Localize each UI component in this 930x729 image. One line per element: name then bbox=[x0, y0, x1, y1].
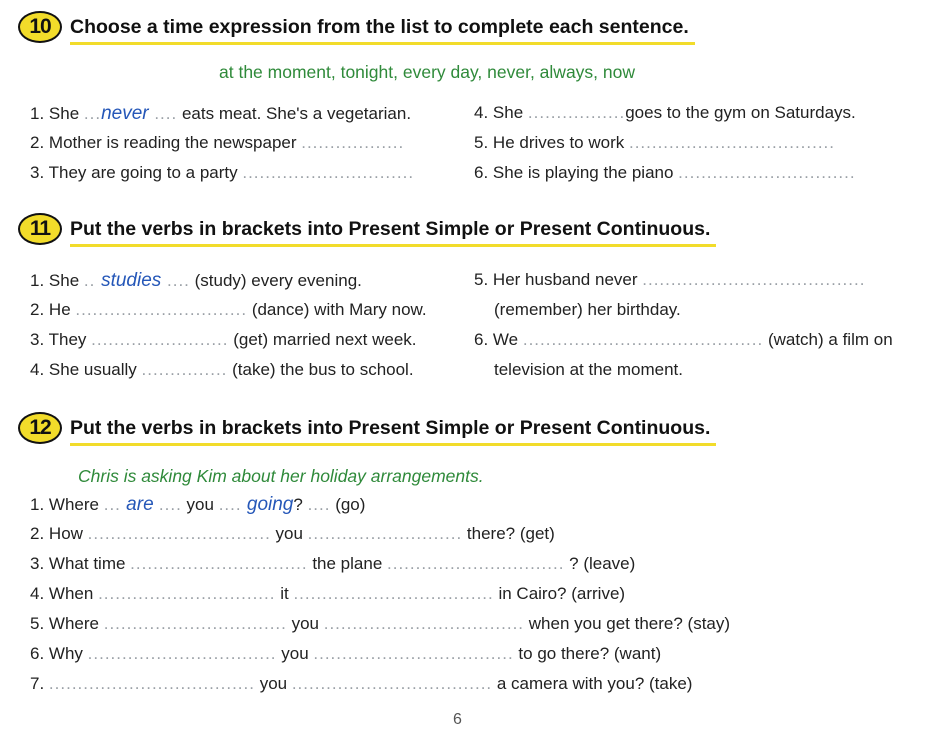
sentence-text: She bbox=[48, 271, 84, 290]
item-number: 2. bbox=[30, 133, 45, 152]
blank-dots: ............... bbox=[141, 360, 228, 379]
item-number: 1. bbox=[30, 271, 45, 290]
blank-dots: ............................... bbox=[387, 554, 565, 573]
sentence-text: They are going to a party bbox=[48, 163, 243, 182]
sentence-text: Why bbox=[48, 644, 88, 663]
blank-dots: ................................. bbox=[87, 644, 277, 663]
item-number: 5. bbox=[30, 614, 45, 633]
handwritten-answer: are bbox=[120, 494, 159, 515]
blank-dots: ........................ bbox=[91, 330, 229, 349]
item-number: 2. bbox=[30, 524, 45, 543]
title-underline bbox=[70, 443, 716, 446]
blank-dots: .................................... bbox=[48, 674, 255, 693]
item-number: 3. bbox=[30, 554, 45, 573]
exercise-title: Choose a time expression from the list to complete each sentence. bbox=[70, 15, 689, 38]
sentence-text: goes to the gym on Saturdays. bbox=[625, 103, 856, 122]
word-list: at the moment, tonight, every day, never, always, now bbox=[219, 62, 636, 82]
exercise-number-badge: 12 bbox=[18, 412, 62, 444]
item-number: 5. bbox=[474, 133, 489, 152]
blank-dots: ... bbox=[103, 495, 121, 514]
dialogue-line bbox=[30, 554, 635, 574]
sentence-text: there? (get) bbox=[462, 524, 555, 543]
item-number: 4. bbox=[474, 103, 489, 122]
sentence-text: to go there? (want) bbox=[513, 644, 662, 663]
exercise-number-badge: 10 bbox=[18, 11, 62, 43]
sentence-text: ? bbox=[293, 495, 308, 514]
exercise-number-badge: 11 bbox=[18, 213, 62, 245]
sentence-text: (watch) a film on bbox=[763, 330, 893, 349]
blank-dots: .... bbox=[161, 271, 190, 290]
sentence-text: you bbox=[254, 674, 292, 693]
sentence-text: She bbox=[492, 103, 528, 122]
sentence-line bbox=[474, 270, 865, 290]
blank-dots: .... bbox=[307, 495, 331, 514]
dialogue-line bbox=[30, 614, 730, 634]
item-number: 1. bbox=[30, 104, 45, 123]
item-number: 7. bbox=[30, 674, 45, 693]
blank-dots: ................................ bbox=[103, 614, 287, 633]
exercise-11-header bbox=[18, 212, 710, 246]
blank-dots: .............................. bbox=[75, 300, 248, 319]
blank-dots: ................................... bbox=[313, 644, 514, 663]
sentence-text: When bbox=[48, 584, 99, 603]
item-number: 3. bbox=[30, 330, 45, 349]
sentence-text: you bbox=[181, 495, 219, 514]
sentence-text: eats meat. She's a vegetarian. bbox=[177, 104, 412, 123]
exercise-10-header bbox=[18, 10, 689, 44]
item-number: 6. bbox=[474, 163, 489, 182]
sentence-line bbox=[494, 360, 683, 380]
blank-dots: ... bbox=[83, 104, 102, 123]
dialogue-line bbox=[30, 674, 692, 694]
blank-dots: ........................... bbox=[307, 524, 463, 543]
sentence-line bbox=[474, 103, 856, 123]
blank-dots: ................................... bbox=[291, 674, 493, 693]
blank-dots: .............................. bbox=[242, 163, 415, 182]
sentence-text: television at the moment. bbox=[494, 360, 683, 379]
item-number: 4. bbox=[30, 584, 45, 603]
sentence-text: (study) every evening. bbox=[189, 271, 362, 290]
sentence-text: How bbox=[48, 524, 88, 543]
sentence-text: ? (leave) bbox=[564, 554, 636, 573]
handwritten-answer: going bbox=[241, 494, 294, 515]
handwritten-answer: studies bbox=[101, 270, 162, 291]
title-underline bbox=[70, 42, 695, 45]
sentence-text: (dance) with Mary now. bbox=[247, 300, 427, 319]
blank-dots: .................................... bbox=[628, 133, 836, 152]
sentence-text: you bbox=[276, 644, 314, 663]
item-number: 6. bbox=[30, 644, 45, 663]
item-number: 4. bbox=[30, 360, 45, 379]
sentence-text: a camera with you? (take) bbox=[492, 674, 693, 693]
sentence-text: (remember) her birthday. bbox=[494, 300, 681, 319]
item-number: 5. bbox=[474, 270, 489, 289]
sentence-text: Where bbox=[48, 495, 104, 514]
exercise-subtitle: Chris is asking Kim about her holiday arrangements. bbox=[78, 466, 484, 486]
sentence-text: the plane bbox=[307, 554, 387, 573]
dialogue-line bbox=[30, 644, 661, 664]
sentence-line bbox=[474, 163, 856, 183]
sentence-text: (take) the bus to school. bbox=[227, 360, 414, 379]
sentence-text: He drives to work bbox=[492, 133, 629, 152]
sentence-line bbox=[30, 103, 411, 125]
blank-dots: ................................... bbox=[293, 584, 494, 603]
sentence-text: He bbox=[48, 300, 76, 319]
blank-dots: .... bbox=[158, 495, 182, 514]
blank-dots: .... bbox=[148, 104, 178, 123]
blank-dots: ................. bbox=[527, 103, 626, 122]
sentence-text: you bbox=[286, 614, 324, 633]
sentence-text: in Cairo? (arrive) bbox=[493, 584, 626, 603]
sentence-text: Her husband never bbox=[492, 270, 643, 289]
exercise-12-header bbox=[18, 411, 710, 445]
sentence-text: (go) bbox=[330, 495, 366, 514]
blank-dots: .. bbox=[83, 271, 102, 290]
sentence-text: you bbox=[270, 524, 308, 543]
blank-dots: ....................................... bbox=[642, 270, 866, 289]
sentence-line bbox=[30, 360, 414, 380]
handwritten-answer: never bbox=[101, 103, 149, 124]
sentence-text: She is playing the piano bbox=[492, 163, 679, 182]
blank-dots: .................. bbox=[301, 133, 405, 152]
dialogue-line bbox=[30, 524, 555, 544]
sentence-line bbox=[30, 163, 414, 183]
blank-dots: ................................ bbox=[87, 524, 271, 543]
dialogue-line bbox=[30, 584, 625, 604]
sentence-text: She bbox=[48, 104, 84, 123]
dialogue-line bbox=[30, 494, 365, 516]
sentence-text: What time bbox=[48, 554, 131, 573]
sentence-line bbox=[474, 133, 835, 153]
item-number: 1. bbox=[30, 495, 45, 514]
sentence-line bbox=[30, 300, 427, 320]
blank-dots: .... bbox=[218, 495, 242, 514]
sentence-line bbox=[30, 330, 417, 350]
blank-dots: ................................... bbox=[323, 614, 525, 633]
title-underline bbox=[70, 244, 716, 247]
item-number: 6. bbox=[474, 330, 489, 349]
sentence-text: Where bbox=[48, 614, 104, 633]
page-number: 6 bbox=[453, 711, 462, 728]
sentence-line bbox=[474, 330, 893, 350]
exercise-title: Put the verbs in brackets into Present Simple or Present Continuous. bbox=[70, 416, 711, 439]
sentence-line bbox=[30, 133, 404, 153]
sentence-text: Mother is reading the newspaper bbox=[48, 133, 302, 152]
blank-dots: ............................... bbox=[130, 554, 308, 573]
sentence-text: (get) married next week. bbox=[228, 330, 417, 349]
blank-dots: ............................... bbox=[98, 584, 276, 603]
sentence-line bbox=[30, 270, 362, 292]
item-number: 2. bbox=[30, 300, 45, 319]
exercise-title: Put the verbs in brackets into Present Simple or Present Continuous. bbox=[70, 217, 711, 240]
blank-dots: ............................... bbox=[678, 163, 856, 182]
sentence-text: it bbox=[275, 584, 294, 603]
blank-dots: .......................................... bbox=[522, 330, 764, 349]
sentence-text: They bbox=[48, 330, 92, 349]
sentence-text: We bbox=[492, 330, 523, 349]
item-number: 3. bbox=[30, 163, 45, 182]
sentence-text: She usually bbox=[48, 360, 142, 379]
sentence-text: when you get there? (stay) bbox=[524, 614, 731, 633]
sentence-line bbox=[494, 300, 681, 320]
